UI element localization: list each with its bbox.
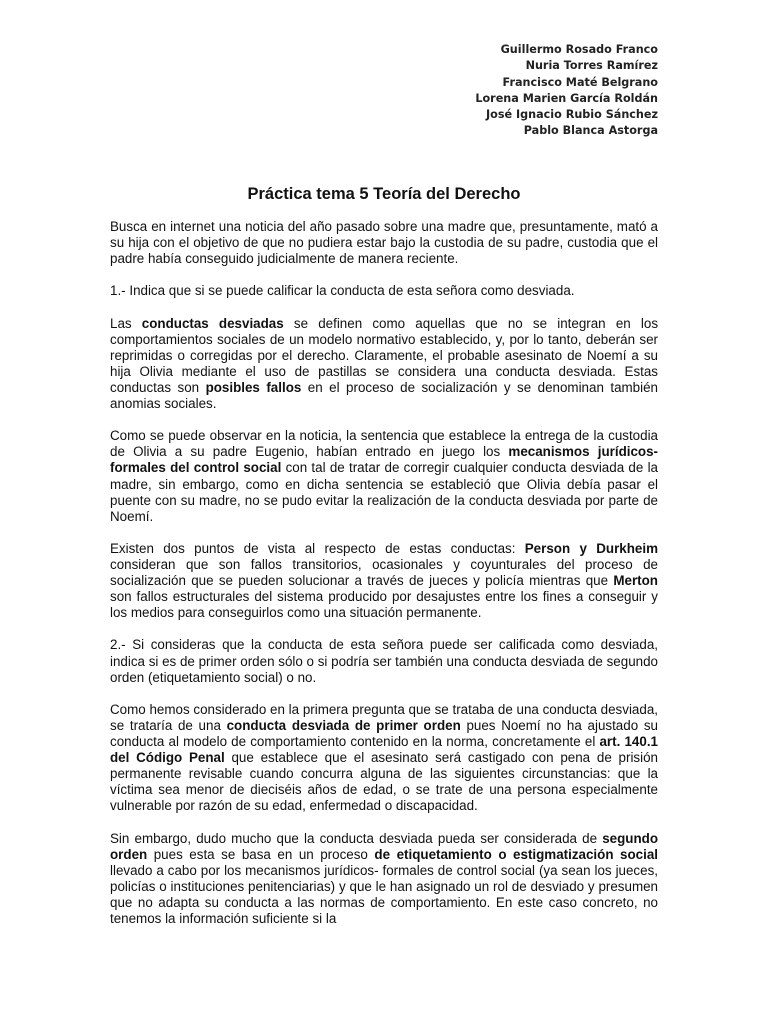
text-run: Como hemos considerado en la primera pregunta que se trataba de una conducta desviada, se trataría de una bbox=[110, 701, 658, 733]
paragraph bbox=[110, 428, 658, 525]
author-name: Nuria Torres Ramírez bbox=[525, 59, 658, 73]
bold-text: Merton bbox=[613, 573, 658, 589]
text-run: Existen dos puntos de vista al respecto de estas conductas: bbox=[110, 540, 525, 556]
text-run: Busca en internet una noticia del año pasado sobre una madre que, presuntamente, mató a su hija con el objetivo de que no pudiera estar bajo la custodia de su padre, custodia que el padre había conseguido judicialmente de manera reciente. bbox=[110, 219, 658, 267]
author-name: José Ignacio Rubio Sánchez bbox=[486, 108, 658, 122]
document-title: Práctica tema 5 Teoría del Derecho bbox=[247, 185, 521, 203]
paragraph bbox=[110, 219, 658, 267]
text-run: se definen como aquellas que no se integran en los comportamientos sociales de un modelo normativo establecido, y, por lo tanto, deberán ser reprimidas o corregidas por el derecho. Claramente, el probable asesinato de Noemí a su hija Olivia mediante el uso de pastillas se considera una conducta desviada. Estas conductas son bbox=[110, 315, 659, 395]
document-body bbox=[110, 219, 658, 943]
text-run: llevado a cabo por los mecanismos jurídicos- formales de control social (ya sean los jueces, policías o instituciones penitenciarias) y que le han asignado un rol de desviado y presumen que no adapta su conducta a las normas de comportamiento. En este caso concreto, no tenemos la información suficiente si la bbox=[110, 862, 658, 927]
bold-text: segundo orden bbox=[110, 830, 658, 862]
bold-text: art. 140.1 del Código Penal bbox=[110, 734, 658, 766]
bold-text: posibles fallos bbox=[205, 379, 302, 395]
bold-text: mecanismos jurídicos- formales del control social bbox=[110, 444, 658, 476]
text-run: son fallos estructurales del sistema producido por desajustes entre los fines a conseguir y los medios para conseguirlos como una situación permanente. bbox=[110, 589, 658, 621]
text-run: 1.- Indica que si se puede calificar la conducta de esta señora como desviada. bbox=[110, 283, 575, 299]
text-run: con tal de tratar de corregir cualquier conducta desviada de la madre, sin embargo, como en dicha sentencia se estableció que Olivia debía pasar el puente con su madre, no se pudo evitar la realización de la conducta desviada por parte de Noemí. bbox=[110, 460, 658, 524]
text-run: consideran que son fallos transitorios, ocasionales y coyunturales del proceso de socialización que se pueden solucionar a través de jueces y policía mientras que bbox=[110, 556, 658, 589]
text-run: 2.- Si consideras que la conducta de esta señora puede ser calificada como desviada, indica si es de primer orden sólo o si podría ser también una conducta desviada de segundo orden (etiquetamiento social) o no. bbox=[110, 637, 658, 685]
paragraph bbox=[110, 541, 658, 621]
paragraph bbox=[110, 637, 658, 685]
author-name: Guillermo Rosado Franco bbox=[500, 43, 658, 56]
paragraph bbox=[110, 831, 658, 928]
bold-text: conductas desviadas bbox=[141, 315, 284, 331]
text-run: Como se puede observar en la noticia, la sentencia que establece la entrega de la custodia de Olivia a su padre Eugenio, habían entrado en juego los bbox=[110, 428, 658, 460]
text-run: Las bbox=[110, 315, 142, 331]
author-name: Pablo Blanca Astorga bbox=[523, 124, 658, 138]
bold-text: conducta desviada de primer orden bbox=[226, 717, 461, 733]
text-run: que establece que el asesinato será castigado con pena de prisión permanente revisable cuando concurra alguna de las siguientes circunstancias: que la víctima sea menor de dieciséis años de edad, o se trate de una persona especialmente vulnerable por razón de su edad, enfermedad o discapacidad. bbox=[110, 750, 658, 814]
text-run: pues Noemí no ha ajustado su conducta al modelo de comportamiento contenido en la norma, concretamente el bbox=[110, 717, 658, 749]
text-run: Sin embargo, dudo mucho que la conducta desviada pueda ser considerada de bbox=[110, 830, 603, 846]
paragraph bbox=[110, 316, 658, 413]
text-run: en el proceso de socialización y se denominan también anomias sociales. bbox=[110, 379, 658, 412]
paragraph bbox=[110, 702, 658, 815]
bold-text: de etiquetamiento o estigmatización social bbox=[374, 846, 659, 862]
author-name: Francisco Maté Belgrano bbox=[502, 75, 658, 89]
author-name: Lorena Marien García Roldán bbox=[475, 91, 658, 105]
author-list bbox=[475, 42, 658, 140]
bold-text: Person y Durkheim bbox=[524, 540, 658, 556]
text-run: pues esta se basa en un proceso bbox=[147, 846, 375, 862]
paragraph bbox=[110, 283, 658, 299]
